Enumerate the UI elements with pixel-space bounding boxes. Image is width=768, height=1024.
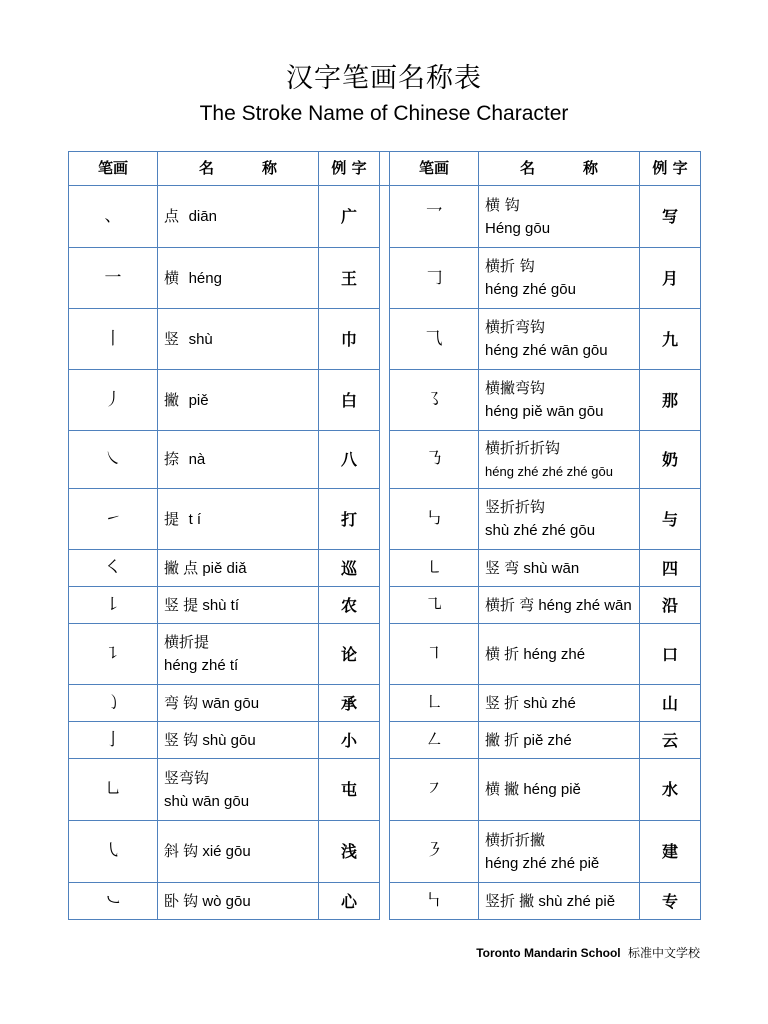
stroke-name-text: 竖 折 shù zhé [485,694,576,712]
stroke-name-chinese: 点 [164,207,180,225]
stroke-name-pinyin: héng [188,269,222,287]
stroke-glyph-right: ㇜ [390,722,479,759]
stroke-name-chinese: 横 钩 [485,195,520,214]
stroke-name-chinese: 竖折折钩 [485,498,546,516]
stroke-glyph-left: 亅 [69,722,158,759]
header-example-right: 例 字 [640,152,701,186]
stroke-name-text: 撇 折 piě zhé [485,731,572,749]
example-character-left: 承 [319,685,380,722]
table-row [69,489,701,550]
stroke-name-right [479,587,640,624]
stroke-name-chinese: 横撇弯钩 [485,379,546,397]
example-character-right: 云 [640,722,701,759]
stroke-name-chinese: 横折折折钩 [485,438,561,457]
stroke-glyph-right: ㇌ [390,370,479,431]
stroke-glyph-left: ㇟ [69,759,158,821]
example-character-left: 农 [319,587,380,624]
spacer [179,207,189,225]
example-character-left: 巡 [319,550,380,587]
stroke-name-right [479,309,640,370]
stroke-name-chinese: 撇 [164,390,180,409]
stroke-name-pinyin: shù [188,330,213,348]
stroke-name-chinese: 横折弯钩 [485,318,546,336]
stroke-name-chinese: 竖弯钩 [164,768,210,787]
stroke-glyph-right: ㇗ [390,685,479,722]
stroke-glyph-left: ㇛ [69,550,158,587]
stroke-name-pinyin: piě [188,391,209,409]
column-gap [380,883,390,920]
stroke-name-chinese: 横 [164,268,180,287]
column-gap [380,759,390,821]
spacer [179,391,189,409]
table-row [69,759,701,821]
stroke-name-left [158,550,319,587]
stroke-name-chinese: 捺 [164,450,180,468]
stroke-name-left [158,370,319,431]
stroke-name-chinese: 横折折撇 [485,830,546,849]
stroke-name-text: 斜 钩 xié gōu [164,843,251,860]
stroke-name-pinyin: shù wān gōu [164,792,250,810]
stroke-glyph-left: ㇏ [69,431,158,489]
table-row [69,186,701,248]
column-gap [380,587,390,624]
stroke-name-right [479,186,640,248]
spacer [179,269,189,287]
example-character-left: 心 [319,883,380,920]
example-character-right: 与 [640,489,701,550]
stroke-name-left [158,248,319,309]
header-name-char-b: 称 [262,159,278,177]
header-stroke-left: 笔画 [69,152,158,186]
stroke-name-right [479,722,640,759]
example-character-right: 专 [640,883,701,920]
stroke-name-right [479,685,640,722]
stroke-name-pinyin: héng zhé wān gōu [485,342,608,359]
stroke-name-left [158,489,319,550]
stroke-glyph-left: 丿 [69,370,158,431]
spacer [179,510,189,528]
page-subtitle: The Stroke Name of Chinese Character [199,102,569,125]
stroke-name-text: 横 撇 héng piě [485,781,581,798]
stroke-glyph-left: 、 [69,186,158,248]
stroke-glyph-right: ㇋ [390,821,479,883]
example-character-left: 论 [319,624,380,685]
stroke-name-right [479,821,640,883]
stroke-glyph-right: ㇞ [390,883,479,920]
stroke-name-pinyin: héng zhé zhé piě [485,854,600,872]
table-row [69,431,701,489]
stroke-name-text: 卧 钩 wò gōu [164,892,251,910]
stroke-glyph-left: ㇁ [69,685,158,722]
example-character-left: 浅 [319,821,380,883]
header-name-char-a: 名 [519,159,535,177]
stroke-name-text: 弯 钩 wān gōu [164,694,260,712]
example-character-right: 建 [640,821,701,883]
column-gap [380,550,390,587]
stroke-glyph-right: ㇕ [390,624,479,685]
stroke-name-pinyin: héng zhé zhé zhé gōu [485,463,613,479]
footer [476,944,700,961]
header-example-left: 例 字 [319,152,380,186]
example-character-left: 小 [319,722,380,759]
stroke-name-right [479,431,640,489]
stroke-name-right [479,624,640,685]
example-character-right: 沿 [640,587,701,624]
stroke-name-pinyin: héng zhé gōu [485,281,576,298]
stroke-name-left [158,685,319,722]
example-character-right: 山 [640,685,701,722]
stroke-name-pinyin: Héng gōu [485,219,551,237]
table-row [69,309,701,370]
example-character-right: 奶 [640,431,701,489]
example-character-right: 月 [640,248,701,309]
stroke-name-left [158,186,319,248]
header-name-left [158,152,319,186]
header-stroke-right: 笔画 [390,152,479,186]
stroke-name-text: 竖 钩 shù gōu [164,731,256,749]
stroke-name-pinyin: nà [188,451,206,468]
stroke-name-chinese: 横折提 [164,633,210,651]
stroke-table-container [68,151,700,920]
stroke-table [68,151,701,920]
stroke-glyph-left: ㇀ [69,489,158,550]
table-row [69,550,701,587]
column-gap [380,431,390,489]
column-gap [380,370,390,431]
table-row [69,624,701,685]
page-title: 汉字笔画名称表 [286,63,482,94]
stroke-name-chinese: 提 [164,509,180,528]
table-row [69,883,701,920]
column-gap [380,309,390,370]
table-row [69,685,701,722]
stroke-glyph-right: ㇉ [390,489,479,550]
header-name-right [479,152,640,186]
table-row [69,587,701,624]
example-character-right: 九 [640,309,701,370]
column-gap [380,685,390,722]
column-gap [380,152,390,186]
stroke-name-left [158,821,319,883]
stroke-glyph-right: ⺄ [390,309,479,370]
stroke-glyph-right: ㇡ [390,431,479,489]
stroke-name-pinyin: héng zhé tí [164,657,239,674]
spacer [179,330,189,348]
stroke-glyph-left: ㇊ [69,624,158,685]
stroke-name-right [479,489,640,550]
table-body [69,186,701,920]
header-name-char-b: 称 [583,159,599,177]
column-gap [380,821,390,883]
column-gap [380,722,390,759]
stroke-glyph-left: ㇃ [69,883,158,920]
stroke-name-right [479,759,640,821]
stroke-name-pinyin: diān [188,208,217,225]
example-character-left: 屯 [319,759,380,821]
stroke-name-text: 撇 点 piě diǎ [164,559,247,577]
stroke-name-pinyin: héng piě wān gōu [485,403,604,420]
stroke-name-text: 竖 提 shù tí [164,596,240,614]
example-character-left: 广 [319,186,380,248]
stroke-name-text: 竖 弯 shù wān [485,559,580,577]
example-character-left: 白 [319,370,380,431]
stroke-name-left [158,722,319,759]
column-gap [380,248,390,309]
stroke-name-text: 横折 弯 héng zhé wān [485,596,632,614]
stroke-name-left [158,431,319,489]
stroke-glyph-left: 一 [69,248,158,309]
stroke-name-right [479,550,640,587]
footer-school-name-en: Toronto Mandarin School [476,946,621,960]
footer-school-name-zh: 标准中文学校 [627,946,700,960]
stroke-glyph-right: 乛 [390,186,479,248]
stroke-name-left [158,624,319,685]
stroke-name-chinese: 横折 钩 [485,257,535,275]
table-row [69,821,701,883]
stroke-name-left [158,759,319,821]
stroke-name-text: 横 折 héng zhé [485,645,586,663]
example-character-left: 巾 [319,309,380,370]
column-gap [380,186,390,248]
stroke-name-right [479,248,640,309]
table-row [69,248,701,309]
column-gap [380,624,390,685]
stroke-glyph-right: ㇄ [390,550,479,587]
example-character-left: 打 [319,489,380,550]
table-row [69,370,701,431]
stroke-glyph-left: 丨 [69,309,158,370]
stroke-glyph-right: 𠃌 [390,248,479,309]
example-character-right: 那 [640,370,701,431]
stroke-glyph-left: ㇙ [69,587,158,624]
stroke-glyph-right: ㇇ [390,759,479,821]
stroke-name-left [158,309,319,370]
stroke-name-right [479,883,640,920]
table-row [69,722,701,759]
stroke-name-left [158,883,319,920]
stroke-name-chinese: 竖 [164,329,180,348]
example-character-right: 写 [640,186,701,248]
stroke-name-right [479,370,640,431]
column-gap [380,489,390,550]
example-character-right: 口 [640,624,701,685]
example-character-left: 八 [319,431,380,489]
example-character-right: 四 [640,550,701,587]
stroke-glyph-left: ㇂ [69,821,158,883]
header-row [69,152,701,186]
stroke-name-pinyin: t í [188,510,202,528]
stroke-name-pinyin: shù zhé zhé gōu [485,522,596,539]
header-name-char-a: 名 [198,159,214,177]
stroke-glyph-right: ㇈ [390,587,479,624]
stroke-name-text: 竖折 撇 shù zhé piě [485,892,616,910]
example-character-left: 王 [319,248,380,309]
example-character-right: 水 [640,759,701,821]
spacer [179,450,189,468]
stroke-name-left [158,587,319,624]
